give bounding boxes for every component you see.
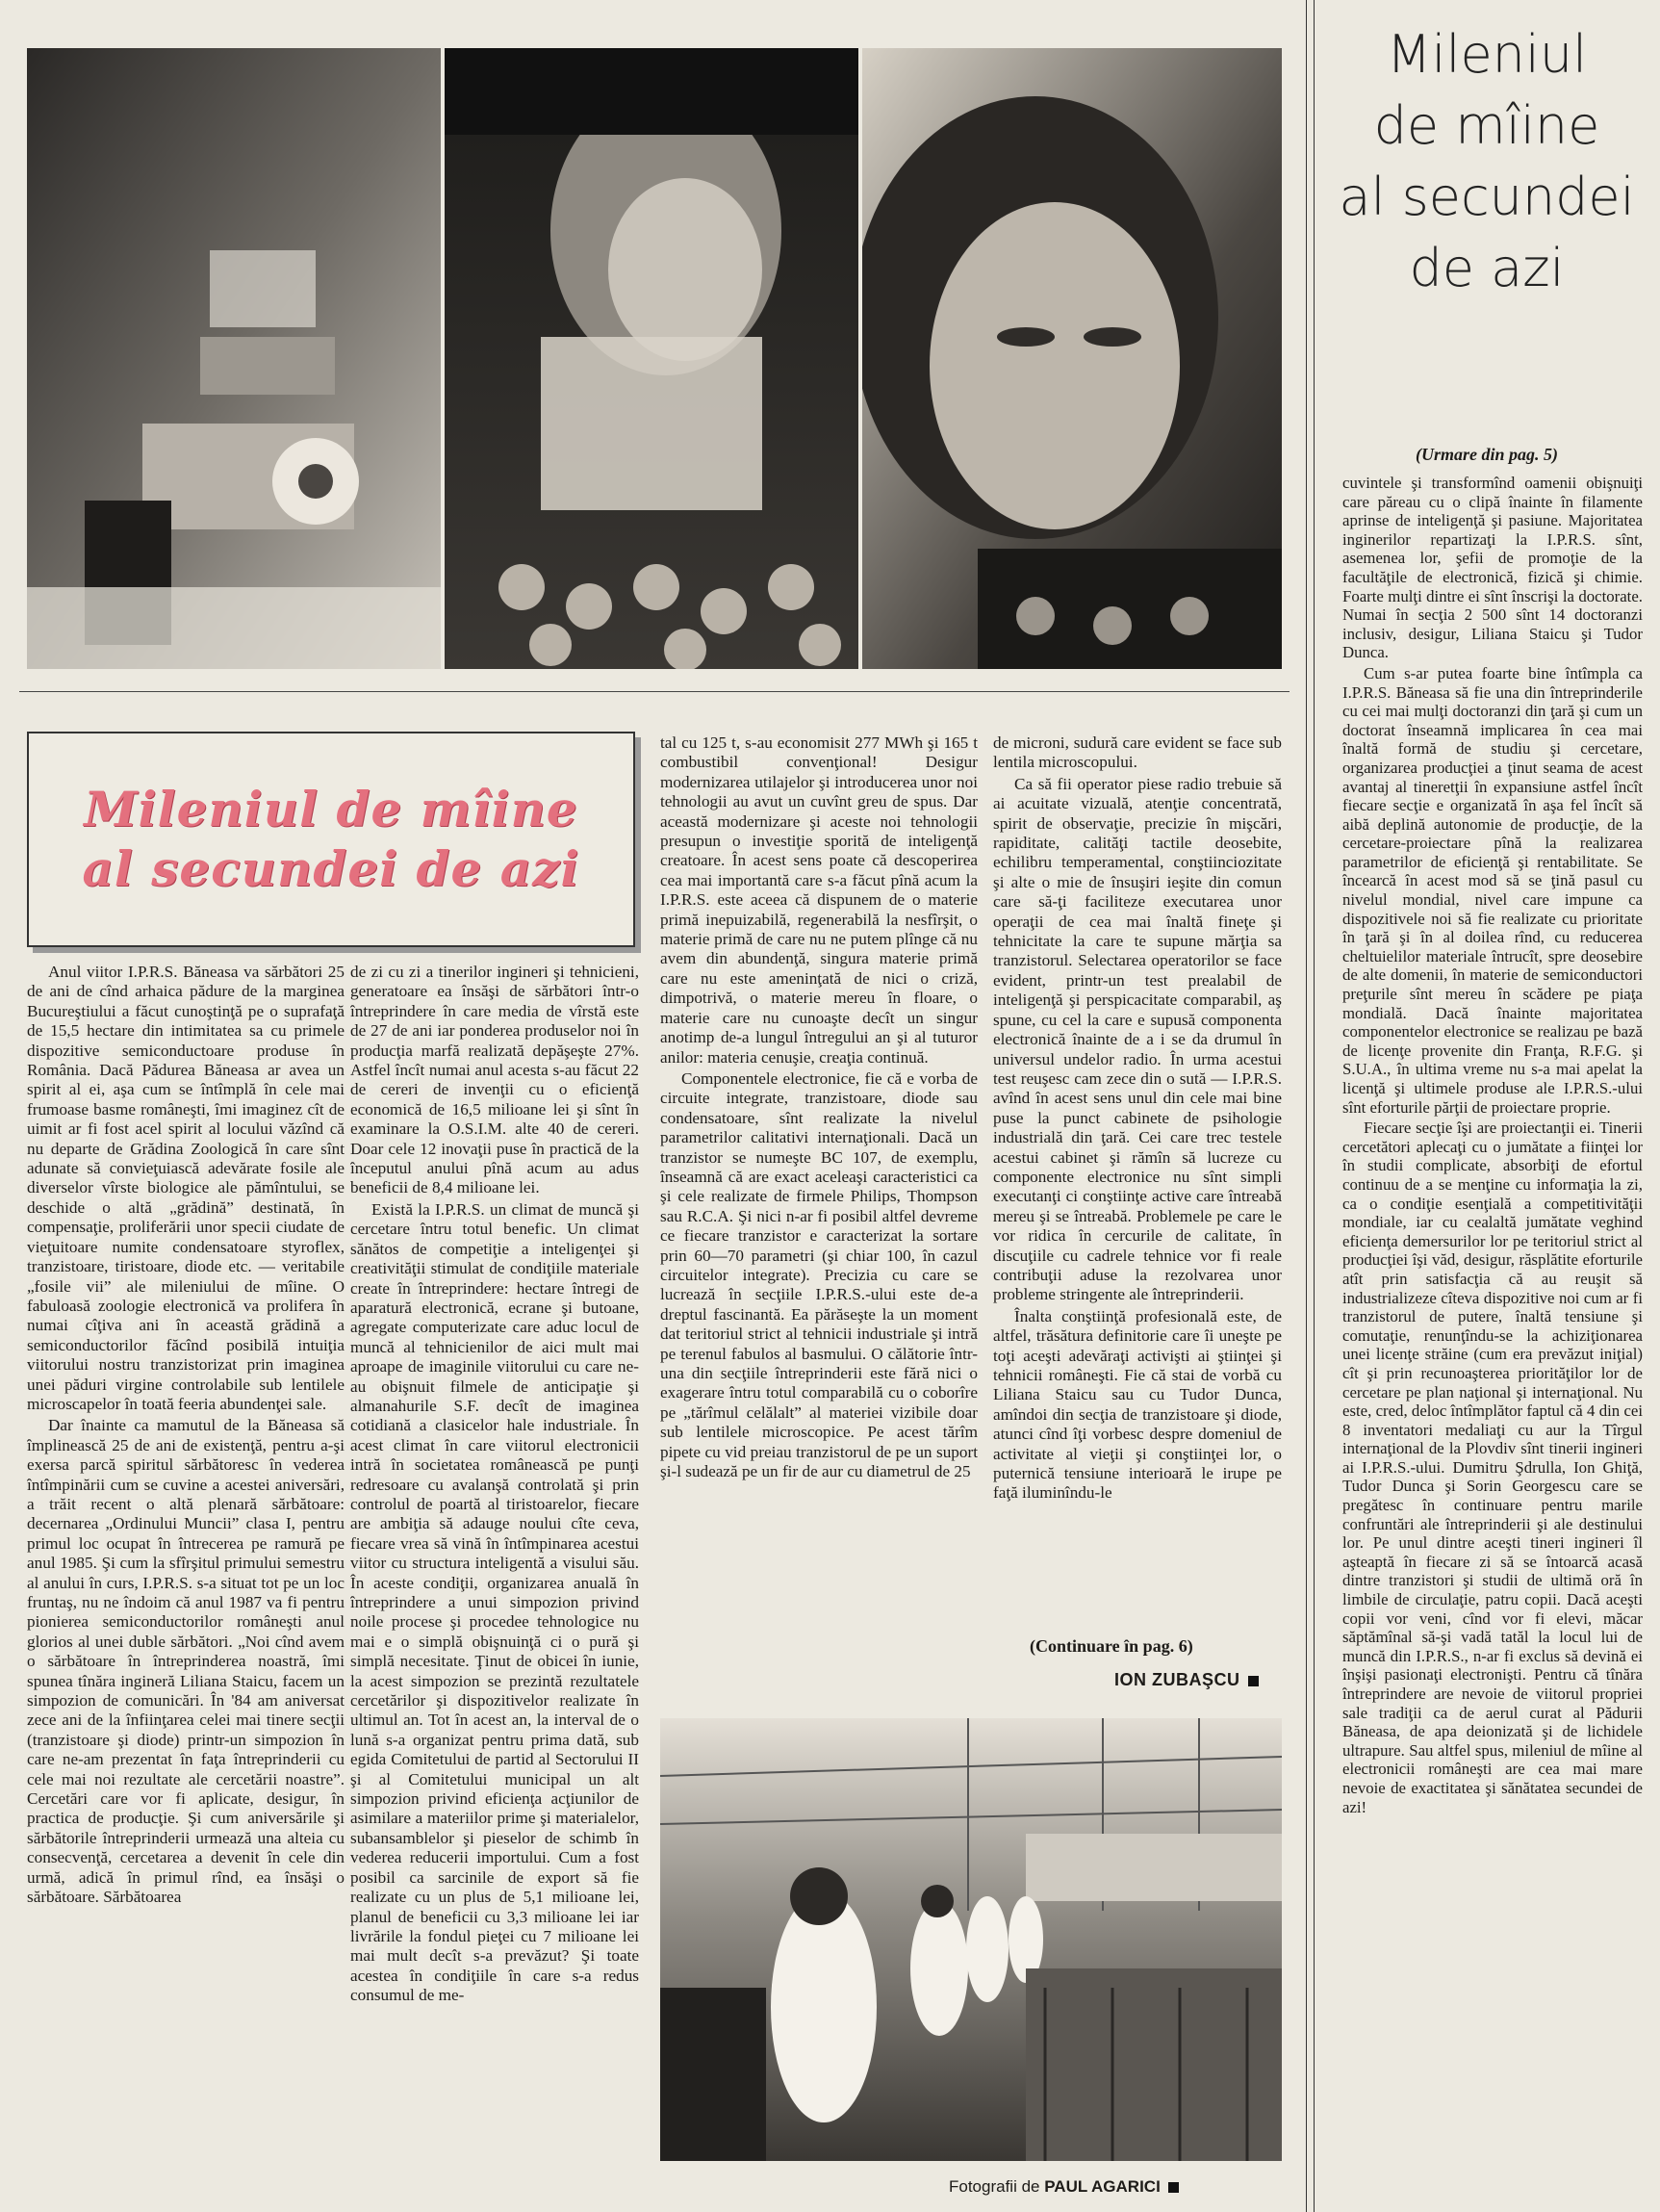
continued-to-note: (Continuare în pag. 6) xyxy=(1030,1636,1193,1656)
rule-vertical-right-inner xyxy=(1314,0,1315,2212)
paragraph: cuvintele şi transformînd oamenii obişnuiţi care păreau cu o clipă înainte în filamente aprinse de inteligenţă şi pasiune. Majoritatea inginerilor repartizaţi la I.P.R.S. sînt, asemenea lor, şefii de promoţie de la facultăţile de electronică, fizică şi chimie. Foarte mulţi dintre ei sînt înscrişi la doctorate. Numai în secţia 2 500 sînt 14 doctoranzi inclusiv, desigur, Liliana Staicu şi Tudor Dunca. xyxy=(1342,474,1643,662)
photo-credit-label: Fotografii de xyxy=(949,2177,1040,2196)
rule-vertical-right xyxy=(1306,0,1307,2212)
paragraph: tal cu 125 t, s-au economisit 277 MWh şi 165 t combustibil convenţional! Desigur modernizarea utilajelor şi introducerea unor noi tehnologii au avut un cuvînt greu de spus. Dar această modernizare şi aceste noi tehnologii presupun o investiţie sporită de inteligenţă creatoare. În acest sens poate că descoperirea cea mai importantă care s-a făcut pînă acum la I.P.R.S. este aceea că dispunem de o materie primă inepuizabilă, regenerabilă la nesfîrşit, o materie primă de care nu ne putem plînge că nu avem din abundenţă, singura materie primă care nu este ameninţată de nici o criză, dimpotrivă, o materie mereu în floare, o materie care nu cunoaşte decît un singur anotimp de-a lungul întregului an şi al tuturor anilor: materia cenuşie, creaţia continuă. xyxy=(660,733,978,1067)
article-column-2 xyxy=(350,963,639,2204)
paragraph: Dar înainte ca mamutul de la Băneasa să împlinească 25 de ani de existenţă, pentru a-şi exersa parcă spiritul sărbătoresc în vederea întîmpinării cum se cuvine a acestei aniversări, a trăit recent o altă plenară sărbătoare: decernarea „Ordinului Muncii” clasa I, pentru primul loc ocupat în întrecerea pe ramură pe anul 1985. Şi cum la sfîrşitul primului semestru al anului în curs, I.P.R.S. s-a situat tot pe un loc fruntaş, nu ne îndoim că anul 1987 va fi pentru pionierea semiconductorilor româneşti anul glorios al unei duble sărbători. „Noi cînd avem o sărbătoare în întreprinderea noastră, îmi spunea tînăra ingineră Liliana Staicu, facem un simpozion de comunicări. În '84 am aniversat zece ani de la înfiinţarea celei mai tinere secţii (tranzistoare şi diode) printr-un simpozion în care ne-am prezentat în faţa întreprinderii cu cele mai noi rezultate ale cercetării noastre”. Cercetări care vor fi aplicate, desigur, în practica de producţie. Şi cum aniversările şi sărbătorile întreprinderii urmează una alteia cu consecvenţă, cercetarea a devenit în cele din urmă, adică în primul rînd, ea însăşi o sărbătoare. Sărbătoarea xyxy=(27,1416,345,1907)
sidebar-title xyxy=(1323,19,1650,304)
paragraph: Anul viitor I.P.R.S. Băneasa va sărbători 25 de ani de cînd arhaica pădure de la marginea Bucureştiului a făcut cunoştinţă pe o suprafaţă de 15,5 hectare din intimitatea sa cu primele dispozitive semiconductoare produse în România. Dacă Pădurea Băneasa ar avea un spirit al ei, aşa cum se întîmplă în cele mai frumoase basme româneşti, îmi imaginez cît de uimit ar fi fost acel spirit al locului văzînd că nu departe de Grădina Zoologică în care sînt adunate să convieţuiască adevărate fosile ale diverselor vîrste biologice ale pămîntului, se deschide o altă „grădină” destinată, în compensaţie, proliferării unor specii ciudate de vieţuitoare numite condensatoare styroflex, tranzistoare, tiristoare, diode etc. — veritabile „fosile vii” ale mileniului de mîine. O fabuloasă zoologie electronică va prolifera în numai cîţiva ani în această grădină a semiconductorilor făcînd posibilă intuiţia viitorului nostru tranzistorizat prin imaginea unei păduri virgine controlabile sub lentilele microscapelor în toată feeria abundenţei sale. xyxy=(27,963,345,1413)
article-headline xyxy=(27,732,635,947)
paragraph: Fiecare secţie îşi are proiectanţii ei. Tinerii cercetători aplecaţi cu o jumătate a fiinţei lor în studii complicate, absorbiţi de efortul continuu de a se menţine cu informaţia la zi, ca o condiţie esenţială a competitivităţii mondiale, iar cu cealaltă jumătate veghind eficienţa demersurilor lor pe teritoriul strict al producţiei îşi văd, desigur, răsplătite eforturile atît prin satisfacţia că au reuşit să industrializeze cîteva dispozitive noi cum ar fi tranzistorul de putere, înaltă tensiune şi comutaţie, renunţîndu-se la achiziţionarea unei licenţe străine (cum era prevăzut iniţial) cît şi prin recunoaşterea priorităţilor lor de cercetare pe plan naţional şi internaţional. Nu este, cred, deloc întîmplător faptul că 4 din cei 8 inventatori medaliaţi cu aur la Tîrgul internaţional de la Plovdiv sînt tinerii ingineri ai I.P.R.S.-ului. Dumitru Şdrulla, Ion Ghiţă, Tudor Dunca şi Sorin Georgescu care se pregătesc în continuare pentru marile confruntări ale întreprinderii şi ale destinului lor. Pe unul dintre aceşti tineri ingineri îl aşteaptă în fiecare zi să se întoarcă acasă dintre tranzistori şi studii de ultimă oră în limbile de circulaţie, patru copii. Dacă aceşti copii vor veni, cînd vor fi elevi, măcar săptămînal să-şi vadă tatăl la locul lui de muncă din I.P.R.S., n-ar fi exclus să devină ei înşişi pasionaţi electronişti. Pentru că tînăra întreprindere are nevoie de viitorul propriei sale tradiţii ca de aerul curat al Pădurii Băneasa, de apa deionizată şi de lichidele ultrapure. Sau altfel spus, mileniul de mîine al electronicii româneşti are cea mai mare nevoie de exactitatea şi sănătatea secundei de azi! xyxy=(1342,1119,1643,1816)
paragraph: Cum s-ar putea foarte bine întîmpla ca I.P.R.S. Băneasa să fie una din întreprinderile cu cei mai mulţi doctoranzi din ţară şi cum un doctorat înseamnă implicarea în cea mai înaltă formă de studiu şi cercetare, organizarea producţiei a ţinut seama de acest avantaj al tineretţii în expansiune astfel încît fiecare secţie e organizată în aşa fel încît să aibă deplină autonomie de producţie, de la cercetare-proiectare pînă la realizarea parametrilor de eficienţă şi rentabilitate. Se încearcă în acest mod să se ţină pasul cu nivelul mondial, nivel care impune ca dispozitivele noi să fie realizate cu prioritate în ţară şi în al doilea rînd, cu reducerea cheltuielilor materiale întrucît, spre deosebire de alte domenii, în materie de semiconductori preţurile sînt mereu în scădere pe piaţa mondială. Dacă înainte majoritatea componentelor electronice se realizau pe bază de licenţe provenite din Franţa, R.F.G. şi S.U.A., în ultima vreme nu s-a mai apelat la licenţă şi ultimele produse ale I.P.R.S.-ului sînt eforturile părţii de proiectare proprie. xyxy=(1342,663,1643,1117)
photo-woman-at-microscope xyxy=(862,48,1282,669)
article-column-4 xyxy=(993,733,1282,1617)
author-byline xyxy=(1114,1670,1259,1690)
sidebar-title-line: Mileniul xyxy=(1386,24,1588,85)
paragraph: de microni, sudură care evident se face sub lentila microscopului. xyxy=(993,733,1282,772)
continued-from-note: (Urmare din pag. 5) xyxy=(1416,445,1558,464)
end-mark-icon xyxy=(1248,1676,1259,1686)
paragraph: Ca să fii operator piese radio trebuie să ai acuitate vizuală, atenţie concentrată, spirit de observaţie, precizie în mişcări, rapiditate, calităţi tactile deosebite, echilibru temperamental, conştiinciozitate şi alte o mie de însuşiri ieşite din comun care să-ţi faciliteze executarea unor operaţii de cea mai înaltă fineţe şi tehnicitate la care te supune mărţia sa tranzistorul. Selectarea operatorilor se face evident, printr-un test prealabil de inteligenţă şi perspicacitate comparabil, aş spune, cu cel la care e supusă componenta electronică înainte de a i se da drumul în universul undelor radio. În urma acestui test reuşesc cam zece din o sută — I.P.R.S. avînd în acest sens unul din cele mai bine puse la punct cabinete de psihologie industrială din ţară. Cei care trec testele acestui cabinet şi rămîn să lucreze cu componente electronice nu sînt simpli executanţi ci conştiinţe active care întreabă mereu şi se întreabă. Problemele pe care le vor ridica în cercurile de calitate, în discuţiile cu cadrele tehnice vor fi reale contribuţii aduse la rezolvarea unor probleme stringente ale întreprinderii. xyxy=(993,774,1282,1304)
photo-woman-assembling-components xyxy=(445,48,858,669)
paragraph: de zi cu zi a tinerilor ingineri şi tehnicieni, generatoare ea însăşi de sărbători într-o întreprindere în care media de vîrstă este de 27 de ani iar ponderea produselor noi în producţia marfă realizată depăşeşte 27%. Astfel încît numai anul acesta s-au făcut 22 de cereri de invenţii cu o eficienţă economică de 16,5 milioane lei şi sînt în examinare la O.S.I.M. alte 40 de cereri. Doar cele 12 inovaţii puse în practică de la începutul anului pînă acum au adus beneficii de 8,4 milioane lei. xyxy=(350,963,639,1197)
sidebar-title-line: de azi xyxy=(1409,238,1565,298)
article-column-3 xyxy=(660,733,978,1677)
paragraph: Există la I.P.R.S. un climat de muncă şi cercetare întru totul benefic. Un climat sănătos de competiţie a inteligenţei şi creativităţii stimulat de condiţiile materiale create în întreprindere: hectare întregi de aparatură electronică, ecrane şi butoane, agregate computerizate care aduc locul de muncă al tehnicienilor de aici mult mai aproape de imaginile viitorului cu care ne-au obişnuit filmele de anticipaţie şi almanahurile S.F. decît de imaginea cotidiană a clasicelor hale industriale. În acest climat în care viitorul electronicii intră în societatea românească pe punţi redresoare cu avalanşă controlată şi prin controlul de poartă al tiristoarelor, fiecare are ambiţia să adauge noului cîte ceva, fiecare vrea să vină în întîmpinarea acestui viitor cu structura inteligentă a visului său. În aceste condiţii, organizarea anuală în întreprindere a unui simpozion privind noile procese şi procedee tehnologice nu mai e o simplă obişnuinţă ci o pură şi simplă necesitate. Ţinut de obicei în iunie, la acest simpozion se prezintă rezultatele cercetărilor şi dispozitivelor realizate în ultimul an. Tot în acest an, la interval de o lună s-a organizat pentru prima dată, sub egida Comitetului de partid al Sectorului II şi al Comitetului municipal un alt simpozion privind eficienţa acţiunilor de asimilare a materiilor prime şi materialelor, subansamblelor şi pieselor de schimb în vederea reducerii importului. Cum a fost posibil ca sarcinile de export să fie realizate cu un plus de 5,1 milioane lei, planul de beneficii cu 3,3 milioane lei iar livrările la fondul pieţei cu 7 milioane lei mai mult decît s-a prevăzut? Şi toate acestea în condiţiile în care s-a redus consumul de me- xyxy=(350,1199,639,2005)
photo-factory-production-hall xyxy=(660,1718,1282,2161)
paragraph: Înalta conştiinţă profesională este, de altfel, trăsătura definitorie care îi uneşte pe toţi aceşti adevăraţi activişti ai ştiinţei şi tehnicii româneşti. Fie că stai de vorbă cu Liliana Staicu sau cu Tudor Dunca, amîndoi din secţia de tranzistoare şi diode, atunci cînd îţi vorbesc despre domeniul de activitate al vieţii şi conştiinţei lor, o puternică tensiune interioară le irupe pe faţă iluminîndu-le xyxy=(993,1306,1282,1503)
sidebar-title-line: al secundei xyxy=(1339,167,1635,227)
author-name: ION ZUBAŞCU xyxy=(1114,1670,1240,1689)
rule-under-photos xyxy=(19,691,1290,692)
end-mark-icon xyxy=(1168,2182,1179,2193)
headline-line-2: al secundei de azi xyxy=(82,840,580,897)
headline-line-1: Mileniul de mîine xyxy=(84,781,578,837)
article-column-1 xyxy=(27,963,345,2204)
paragraph: Componentele electronice, fie că e vorba de circuite integrate, tranzistoare, diode sau condensatoare, sînt realizate la nivelul parametrilor calitativi internaţionali. Dacă un tranzistor se numeşte BC 107, de exemplu, înseamnă că are exact aceleaşi caracteristici ca şi cele realizate de firmele Philips, Thompson sau R.C.A. Şi nici n-ar fi posibil altfel devreme ce fiecare tranzistor e caracterizat la sortare prin 60—70 parametri (şi chiar 100, în cazul circuitelor integrate). Precizia cu care se lucrează în secţiile I.P.R.S.-ului este de-a dreptul fascinantă. Ea părăseşte la un moment dat teritoriul strict al tehnicii industriale şi intră pe terenul fabulos al basmului. O călătorie într-una din secţiile întreprinderii este fără nici o exagerare întru totul comparabilă cu o coborîre pe „tărîmul celălalt” al materiei vizibile doar sub lentilele microscopice. Pe acest tărîm pipete cu vid preiau tranzistorul de pe un suport şi-l sudează pe un fir de aur cu diametrul de 25 xyxy=(660,1068,978,1481)
sidebar-title-line: de mîine xyxy=(1373,95,1600,156)
photo-laboratory-microscope xyxy=(27,48,441,669)
article-column-5 xyxy=(1342,474,1643,2206)
photo-credit xyxy=(949,2177,1179,2197)
photo-credit-name: PAUL AGARICI xyxy=(1044,2177,1161,2196)
